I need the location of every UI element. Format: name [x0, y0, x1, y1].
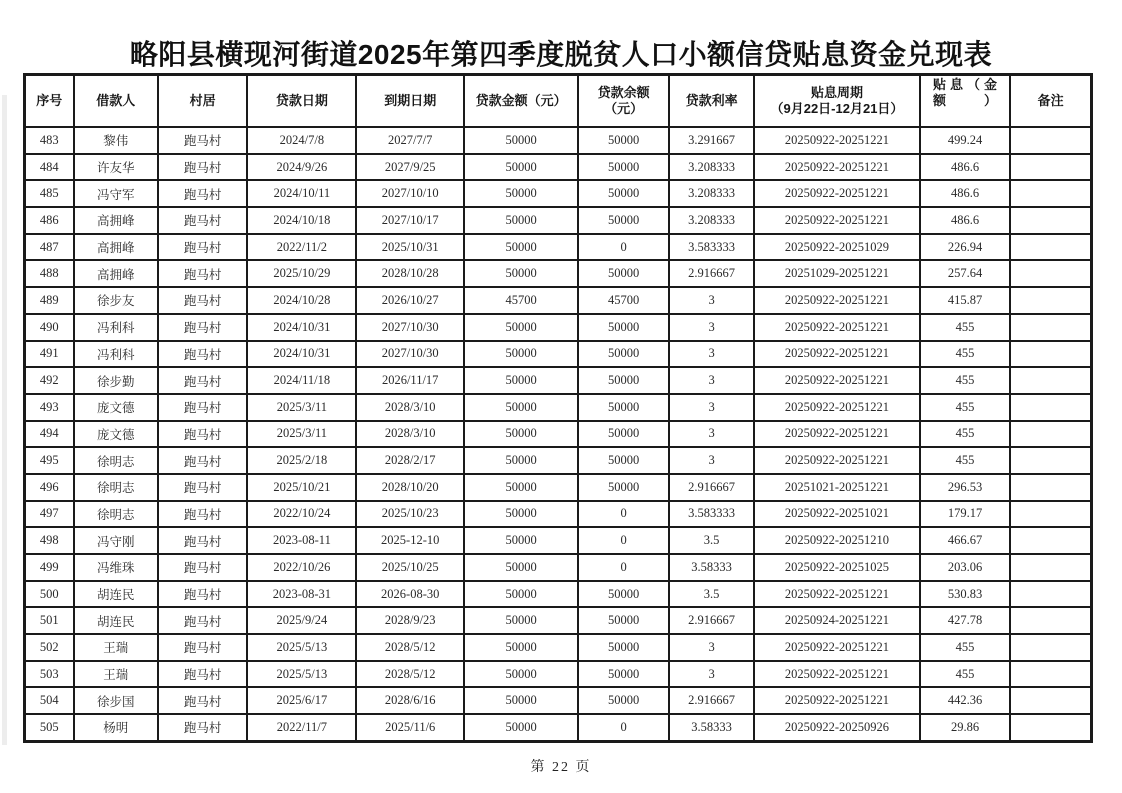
subsidy-table: [23, 73, 1093, 743]
loan_date-cell: 2025/5/13: [247, 661, 356, 688]
subsidy-cell: 486.6: [920, 154, 1011, 181]
table-row: [25, 180, 1092, 207]
table-row: [25, 687, 1092, 714]
period-cell: 20250922-20251221: [754, 581, 919, 608]
due_date-cell: 2025/10/25: [356, 554, 464, 581]
loan_balance-cell: 50000: [578, 207, 669, 234]
due_date-cell: 2028/6/16: [356, 687, 464, 714]
remark-cell: [1010, 687, 1091, 714]
table-body: [25, 127, 1092, 741]
period-cell: 20250922-20251021: [754, 501, 919, 528]
due_date-cell: 2027/10/30: [356, 314, 464, 341]
table-row: [25, 260, 1092, 287]
period-cell: 20250922-20251221: [754, 661, 919, 688]
loan_balance-cell: 50000: [578, 474, 669, 501]
rate-cell: 3: [669, 421, 754, 448]
due_date-cell: 2027/10/10: [356, 180, 464, 207]
seq-cell: 485: [25, 180, 74, 207]
rate-cell: 3: [669, 287, 754, 314]
seq-cell: 493: [25, 394, 74, 421]
seq-cell: 498: [25, 527, 74, 554]
period-cell: 20251021-20251221: [754, 474, 919, 501]
column-header-loan_amount: 贷款金额（元）: [464, 75, 578, 128]
due_date-cell: 2027/10/17: [356, 207, 464, 234]
remark-cell: [1010, 634, 1091, 661]
table-row: [25, 714, 1092, 741]
rate-cell: 3: [669, 661, 754, 688]
subsidy-cell: 442.36: [920, 687, 1011, 714]
village-cell: 跑马村: [158, 341, 248, 368]
period-cell: 20250922-20251221: [754, 634, 919, 661]
remark-cell: [1010, 127, 1091, 154]
loan_date-cell: 2024/10/28: [247, 287, 356, 314]
seq-cell: 497: [25, 501, 74, 528]
remark-cell: [1010, 661, 1091, 688]
loan_balance-cell: 50000: [578, 394, 669, 421]
subsidy-cell: 427.78: [920, 607, 1011, 634]
borrower-cell: 冯利科: [74, 314, 158, 341]
loan_amount-cell: 50000: [464, 714, 578, 741]
village-cell: 跑马村: [158, 154, 248, 181]
column-header-due_date: 到期日期: [356, 75, 464, 128]
due_date-cell: 2028/5/12: [356, 661, 464, 688]
subsidy-cell: 257.64: [920, 260, 1011, 287]
rate-cell: 3: [669, 634, 754, 661]
borrower-cell: 徐明志: [74, 447, 158, 474]
seq-cell: 494: [25, 421, 74, 448]
loan_date-cell: 2022/11/7: [247, 714, 356, 741]
loan_balance-cell: 50000: [578, 180, 669, 207]
subsidy-cell: 499.24: [920, 127, 1011, 154]
loan_date-cell: 2022/10/24: [247, 501, 356, 528]
loan_date-cell: 2025/10/29: [247, 260, 356, 287]
loan_balance-cell: 50000: [578, 687, 669, 714]
rate-cell: 3: [669, 367, 754, 394]
loan_date-cell: 2025/6/17: [247, 687, 356, 714]
rate-cell: 2.916667: [669, 474, 754, 501]
due_date-cell: 2028/10/28: [356, 260, 464, 287]
period-cell: 20250922-20251025: [754, 554, 919, 581]
loan_amount-cell: 50000: [464, 581, 578, 608]
period-cell: 20250922-20251221: [754, 367, 919, 394]
village-cell: 跑马村: [158, 127, 248, 154]
rate-cell: 3.58333: [669, 714, 754, 741]
period-cell: 20250922-20251221: [754, 207, 919, 234]
village-cell: 跑马村: [158, 474, 248, 501]
loan_date-cell: 2024/10/31: [247, 341, 356, 368]
loan_date-cell: 2022/11/2: [247, 234, 356, 261]
loan_date-cell: 2025/3/11: [247, 394, 356, 421]
remark-cell: [1010, 207, 1091, 234]
subsidy-cell: 455: [920, 341, 1011, 368]
borrower-cell: 徐明志: [74, 474, 158, 501]
column-header-seq: 序号: [25, 75, 74, 128]
loan_amount-cell: 50000: [464, 421, 578, 448]
loan_balance-cell: 50000: [578, 421, 669, 448]
loan_date-cell: 2025/9/24: [247, 607, 356, 634]
due_date-cell: 2027/9/25: [356, 154, 464, 181]
table-row: [25, 287, 1092, 314]
remark-cell: [1010, 287, 1091, 314]
borrower-cell: 王瑞: [74, 634, 158, 661]
rate-cell: 3: [669, 394, 754, 421]
loan_balance-cell: 0: [578, 234, 669, 261]
loan_date-cell: 2025/5/13: [247, 634, 356, 661]
table-row: [25, 127, 1092, 154]
village-cell: 跑马村: [158, 554, 248, 581]
village-cell: 跑马村: [158, 287, 248, 314]
period-cell: 20250922-20251221: [754, 154, 919, 181]
due_date-cell: 2025/10/23: [356, 501, 464, 528]
loan_amount-cell: 50000: [464, 527, 578, 554]
seq-cell: 488: [25, 260, 74, 287]
loan_amount-cell: 50000: [464, 661, 578, 688]
due_date-cell: 2028/2/17: [356, 447, 464, 474]
seq-cell: 503: [25, 661, 74, 688]
borrower-cell: 徐明志: [74, 501, 158, 528]
seq-cell: 486: [25, 207, 74, 234]
loan_amount-cell: 50000: [464, 607, 578, 634]
period-cell: 20250922-20250926: [754, 714, 919, 741]
loan_date-cell: 2023-08-31: [247, 581, 356, 608]
due_date-cell: 2028/9/23: [356, 607, 464, 634]
village-cell: 跑马村: [158, 607, 248, 634]
seq-cell: 502: [25, 634, 74, 661]
rate-cell: 2.916667: [669, 607, 754, 634]
rate-cell: 3.58333: [669, 554, 754, 581]
column-header-rate: 贷款利率: [669, 75, 754, 128]
borrower-cell: 杨明: [74, 714, 158, 741]
seq-cell: 487: [25, 234, 74, 261]
subsidy-cell: 226.94: [920, 234, 1011, 261]
due_date-cell: 2028/5/12: [356, 634, 464, 661]
village-cell: 跑马村: [158, 207, 248, 234]
loan_balance-cell: 50000: [578, 260, 669, 287]
borrower-cell: 王瑞: [74, 661, 158, 688]
loan_balance-cell: 50000: [578, 127, 669, 154]
loan_balance-cell: 50000: [578, 661, 669, 688]
borrower-cell: 胡连民: [74, 607, 158, 634]
remark-cell: [1010, 421, 1091, 448]
loan_amount-cell: 50000: [464, 127, 578, 154]
remark-cell: [1010, 474, 1091, 501]
period-cell: 20250922-20251210: [754, 527, 919, 554]
borrower-cell: 徐步友: [74, 287, 158, 314]
rate-cell: 3: [669, 447, 754, 474]
remark-cell: [1010, 581, 1091, 608]
table-row: [25, 367, 1092, 394]
borrower-cell: 庞文德: [74, 421, 158, 448]
rate-cell: 2.916667: [669, 687, 754, 714]
village-cell: 跑马村: [158, 234, 248, 261]
loan_amount-cell: 50000: [464, 180, 578, 207]
loan_date-cell: 2024/9/26: [247, 154, 356, 181]
seq-cell: 491: [25, 341, 74, 368]
subsidy-cell: 455: [920, 314, 1011, 341]
period-cell: 20250924-20251221: [754, 607, 919, 634]
loan_balance-cell: 0: [578, 714, 669, 741]
seq-cell: 496: [25, 474, 74, 501]
loan_amount-cell: 50000: [464, 341, 578, 368]
seq-cell: 483: [25, 127, 74, 154]
table-row: [25, 207, 1092, 234]
remark-cell: [1010, 447, 1091, 474]
due_date-cell: 2027/10/30: [356, 341, 464, 368]
subsidy-cell: 486.6: [920, 180, 1011, 207]
table-row: [25, 661, 1092, 688]
subsidy-cell: 415.87: [920, 287, 1011, 314]
loan_amount-cell: 50000: [464, 234, 578, 261]
header-row: [25, 75, 1092, 128]
table-row: [25, 607, 1092, 634]
subsidy-cell: 455: [920, 394, 1011, 421]
borrower-cell: 黎伟: [74, 127, 158, 154]
subsidy-cell: 455: [920, 367, 1011, 394]
loan_date-cell: 2025/2/18: [247, 447, 356, 474]
seq-cell: 495: [25, 447, 74, 474]
loan_balance-cell: 50000: [578, 341, 669, 368]
rate-cell: 3.583333: [669, 234, 754, 261]
borrower-cell: 徐步国: [74, 687, 158, 714]
column-header-subsidy: 贴息（金额）: [920, 75, 1011, 128]
table-row: [25, 421, 1092, 448]
borrower-cell: 冯利科: [74, 341, 158, 368]
table-row: [25, 314, 1092, 341]
page-number: 第 22 页: [530, 760, 592, 775]
loan_amount-cell: 50000: [464, 474, 578, 501]
village-cell: 跑马村: [158, 581, 248, 608]
village-cell: 跑马村: [158, 687, 248, 714]
due_date-cell: 2028/10/20: [356, 474, 464, 501]
column-header-remark: 备注: [1010, 75, 1091, 128]
table-row: [25, 527, 1092, 554]
borrower-cell: 冯守军: [74, 180, 158, 207]
column-header-loan_balance: 贷款余额 （元）: [578, 75, 669, 128]
period-cell: 20250922-20251221: [754, 341, 919, 368]
rate-cell: 3.583333: [669, 501, 754, 528]
subsidy-cell: 466.67: [920, 527, 1011, 554]
loan_amount-cell: 50000: [464, 207, 578, 234]
loan_balance-cell: 50000: [578, 367, 669, 394]
remark-cell: [1010, 367, 1091, 394]
column-header-loan_date: 贷款日期: [247, 75, 356, 128]
remark-cell: [1010, 260, 1091, 287]
loan_balance-cell: 50000: [578, 581, 669, 608]
remark-cell: [1010, 154, 1091, 181]
loan_date-cell: 2023-08-11: [247, 527, 356, 554]
borrower-cell: 高拥峰: [74, 260, 158, 287]
remark-cell: [1010, 714, 1091, 741]
remark-cell: [1010, 314, 1091, 341]
subsidy-cell: 29.86: [920, 714, 1011, 741]
column-header-borrower: 借款人: [74, 75, 158, 128]
period-cell: 20250922-20251221: [754, 127, 919, 154]
due_date-cell: 2025/10/31: [356, 234, 464, 261]
subsidy-cell: 203.06: [920, 554, 1011, 581]
loan_amount-cell: 50000: [464, 634, 578, 661]
table-row: [25, 581, 1092, 608]
remark-cell: [1010, 394, 1091, 421]
table-row: [25, 341, 1092, 368]
due_date-cell: 2026-08-30: [356, 581, 464, 608]
period-cell: 20250922-20251221: [754, 687, 919, 714]
remark-cell: [1010, 341, 1091, 368]
period-cell: 20250922-20251221: [754, 394, 919, 421]
loan_amount-cell: 50000: [464, 260, 578, 287]
borrower-cell: 冯维珠: [74, 554, 158, 581]
seq-cell: 501: [25, 607, 74, 634]
scanned-page-edge: [2, 95, 7, 745]
remark-cell: [1010, 527, 1091, 554]
village-cell: 跑马村: [158, 260, 248, 287]
table-row: [25, 154, 1092, 181]
subsidy-cell: 455: [920, 661, 1011, 688]
village-cell: 跑马村: [158, 661, 248, 688]
seq-cell: 490: [25, 314, 74, 341]
rate-cell: 2.916667: [669, 260, 754, 287]
period-cell: 20250922-20251221: [754, 180, 919, 207]
seq-cell: 484: [25, 154, 74, 181]
remark-cell: [1010, 180, 1091, 207]
village-cell: 跑马村: [158, 501, 248, 528]
village-cell: 跑马村: [158, 394, 248, 421]
rate-cell: 3.5: [669, 581, 754, 608]
column-header-village: 村居: [158, 75, 248, 128]
period-cell: 20250922-20251221: [754, 287, 919, 314]
village-cell: 跑马村: [158, 714, 248, 741]
table-row: [25, 474, 1092, 501]
seq-cell: 499: [25, 554, 74, 581]
due_date-cell: 2028/3/10: [356, 421, 464, 448]
due_date-cell: 2025-12-10: [356, 527, 464, 554]
borrower-cell: 徐步勤: [74, 367, 158, 394]
loan_balance-cell: 50000: [578, 634, 669, 661]
period-cell: 20250922-20251221: [754, 314, 919, 341]
borrower-cell: 高拥峰: [74, 207, 158, 234]
loan_balance-cell: 0: [578, 527, 669, 554]
rate-cell: 3.291667: [669, 127, 754, 154]
rate-cell: 3.5: [669, 527, 754, 554]
loan_date-cell: 2025/10/21: [247, 474, 356, 501]
rate-cell: 3: [669, 341, 754, 368]
loan_date-cell: 2022/10/26: [247, 554, 356, 581]
seq-cell: 492: [25, 367, 74, 394]
table-row: [25, 501, 1092, 528]
loan_amount-cell: 45700: [464, 287, 578, 314]
loan_balance-cell: 50000: [578, 314, 669, 341]
table-row: [25, 634, 1092, 661]
loan_balance-cell: 50000: [578, 154, 669, 181]
loan_date-cell: 2024/11/18: [247, 367, 356, 394]
loan_balance-cell: 0: [578, 501, 669, 528]
loan_date-cell: 2024/10/31: [247, 314, 356, 341]
period-cell: 20250922-20251221: [754, 447, 919, 474]
seq-cell: 504: [25, 687, 74, 714]
due_date-cell: 2026/10/27: [356, 287, 464, 314]
period-cell: 20250922-20251221: [754, 421, 919, 448]
seq-cell: 500: [25, 581, 74, 608]
loan_amount-cell: 50000: [464, 314, 578, 341]
loan_amount-cell: 50000: [464, 447, 578, 474]
subsidy-cell: 455: [920, 634, 1011, 661]
village-cell: 跑马村: [158, 447, 248, 474]
loan_balance-cell: 45700: [578, 287, 669, 314]
loan_date-cell: 2025/3/11: [247, 421, 356, 448]
village-cell: 跑马村: [158, 634, 248, 661]
remark-cell: [1010, 501, 1091, 528]
rate-cell: 3.208333: [669, 180, 754, 207]
loan_date-cell: 2024/10/11: [247, 180, 356, 207]
rate-cell: 3: [669, 314, 754, 341]
loan_balance-cell: 0: [578, 554, 669, 581]
subsidy-cell: 296.53: [920, 474, 1011, 501]
period-cell: 20250922-20251029: [754, 234, 919, 261]
loan_amount-cell: 50000: [464, 554, 578, 581]
village-cell: 跑马村: [158, 527, 248, 554]
remark-cell: [1010, 607, 1091, 634]
village-cell: 跑马村: [158, 367, 248, 394]
remark-cell: [1010, 554, 1091, 581]
table-row: [25, 394, 1092, 421]
subsidy-cell: 530.83: [920, 581, 1011, 608]
remark-cell: [1010, 234, 1091, 261]
subsidy-cell: 486.6: [920, 207, 1011, 234]
page-title: 略阳县横现河街道2025年第四季度脱贫人口小额信贷贴息资金兑现表: [129, 39, 993, 70]
rate-cell: 3.208333: [669, 207, 754, 234]
borrower-cell: 冯守刚: [74, 527, 158, 554]
loan_amount-cell: 50000: [464, 154, 578, 181]
borrower-cell: 庞文德: [74, 394, 158, 421]
table-row: [25, 554, 1092, 581]
borrower-cell: 许友华: [74, 154, 158, 181]
due_date-cell: 2028/3/10: [356, 394, 464, 421]
table-row: [25, 234, 1092, 261]
subsidy-cell: 455: [920, 447, 1011, 474]
table-row: [25, 447, 1092, 474]
loan_balance-cell: 50000: [578, 607, 669, 634]
loan_amount-cell: 50000: [464, 687, 578, 714]
due_date-cell: 2025/11/6: [356, 714, 464, 741]
loan_date-cell: 2024/10/18: [247, 207, 356, 234]
village-cell: 跑马村: [158, 180, 248, 207]
loan_amount-cell: 50000: [464, 367, 578, 394]
subsidy-cell: 179.17: [920, 501, 1011, 528]
loan_balance-cell: 50000: [578, 447, 669, 474]
seq-cell: 489: [25, 287, 74, 314]
subsidy-cell: 455: [920, 421, 1011, 448]
loan_amount-cell: 50000: [464, 394, 578, 421]
column-header-period: 贴息周期 （9月22日-12月21日）: [754, 75, 919, 128]
borrower-cell: 胡连民: [74, 581, 158, 608]
rate-cell: 3.208333: [669, 154, 754, 181]
period-cell: 20251029-20251221: [754, 260, 919, 287]
seq-cell: 505: [25, 714, 74, 741]
due_date-cell: 2026/11/17: [356, 367, 464, 394]
loan_date-cell: 2024/7/8: [247, 127, 356, 154]
loan_amount-cell: 50000: [464, 501, 578, 528]
borrower-cell: 高拥峰: [74, 234, 158, 261]
village-cell: 跑马村: [158, 421, 248, 448]
due_date-cell: 2027/7/7: [356, 127, 464, 154]
village-cell: 跑马村: [158, 314, 248, 341]
